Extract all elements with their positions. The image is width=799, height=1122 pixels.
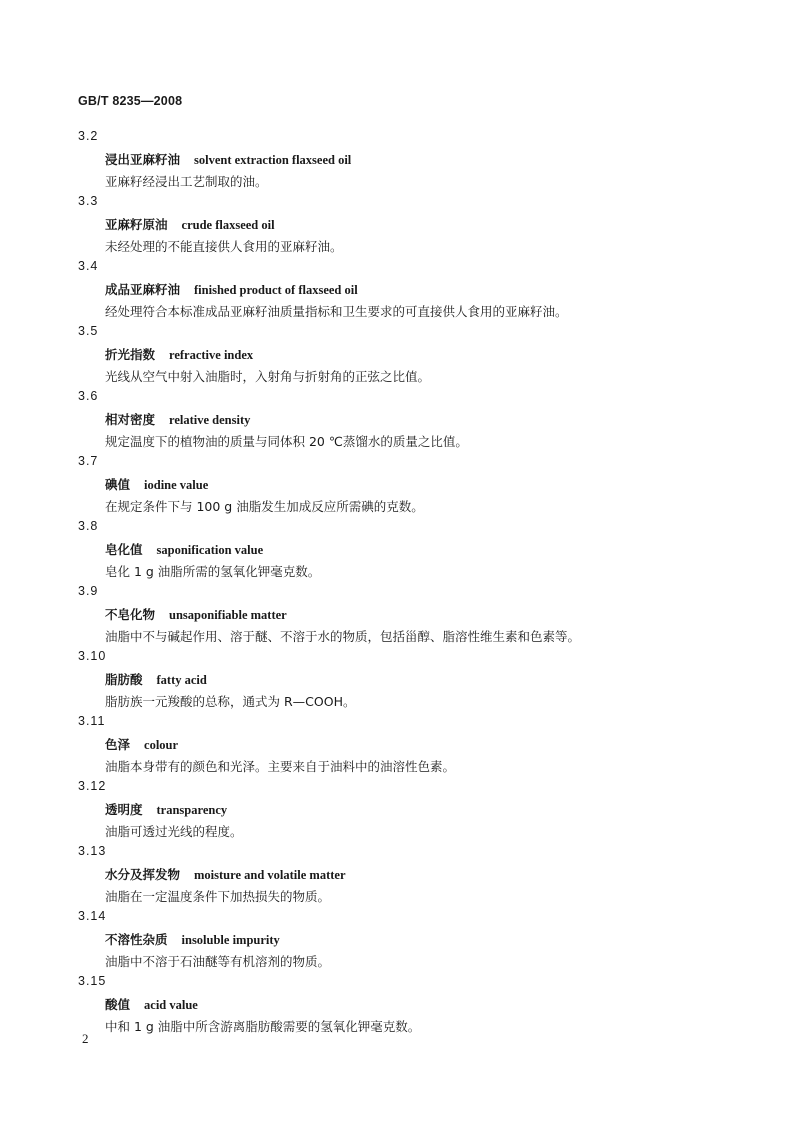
definition-text: 中和 1 g 油脂中所含游离脂肪酸需要的氢氧化钾毫克数。: [105, 1019, 421, 1034]
term: [105, 670, 207, 688]
definition-text: 油脂可透过光线的程度。: [105, 824, 243, 839]
term-chinese: 皂化值: [105, 542, 143, 557]
term-chinese: 相对密度: [105, 412, 156, 427]
term-english: moisture and volatile matter: [194, 868, 346, 882]
clause-number: 3.10: [78, 649, 107, 663]
standard-code: GB/T 8235—2008: [78, 94, 183, 108]
term-english: acid value: [144, 998, 198, 1012]
term-english: saponification value: [156, 543, 264, 557]
term: [105, 280, 358, 298]
page-number: 2: [82, 1031, 89, 1046]
term-english: insoluble impurity: [181, 933, 280, 947]
clause-number: 3.11: [78, 714, 106, 728]
definition-text: 油脂中不溶于石油醚等有机溶剂的物质。: [105, 954, 331, 969]
term-chinese: 不皂化物: [105, 607, 156, 622]
term-chinese: 碘值: [105, 477, 131, 492]
term: [105, 540, 263, 558]
term-chinese: 水分及挥发物: [105, 867, 181, 882]
term: [105, 150, 351, 168]
clause-number: 3.12: [78, 779, 107, 793]
term: [105, 475, 208, 493]
term-english: finished product of flaxseed oil: [194, 283, 358, 297]
clause-number: 3.9: [78, 584, 99, 598]
clause-number: 3.8: [78, 519, 99, 533]
term-chinese: 酸值: [105, 997, 131, 1012]
term: [105, 345, 253, 363]
term: [105, 930, 280, 948]
term-english: fatty acid: [156, 673, 207, 687]
term: [105, 215, 275, 233]
clause-number: 3.13: [78, 844, 107, 858]
definition-text: 在规定条件下与 100 g 油脂发生加成反应所需碘的克数。: [105, 499, 424, 514]
term: [105, 605, 287, 623]
definition-text: 光线从空气中射入油脂时，入射角与折射角的正弦之比值。: [105, 369, 431, 384]
definition-text: 亚麻籽经浸出工艺制取的油。: [105, 174, 268, 189]
definition-text: 油脂中不与碱起作用、溶于醚、不溶于水的物质，包括甾醇、脂溶性维生素和色素等。: [105, 629, 581, 644]
definition-text: 油脂本身带有的颜色和光泽。主要来自于油料中的油溶性色素。: [105, 759, 456, 774]
clause-number: 3.6: [78, 389, 99, 403]
clause-number: 3.2: [78, 129, 99, 143]
term-english: unsaponifiable matter: [169, 608, 287, 622]
term-english: iodine value: [144, 478, 209, 492]
term-chinese: 浸出亚麻籽油: [105, 152, 181, 167]
clause-number: 3.4: [78, 259, 99, 273]
clause-number: 3.15: [78, 974, 107, 988]
clause-number: 3.7: [78, 454, 99, 468]
term: [105, 800, 227, 818]
term-chinese: 透明度: [105, 802, 143, 817]
term-chinese: 脂肪酸: [105, 672, 143, 687]
definition-text: 油脂在一定温度条件下加热损失的物质。: [105, 889, 331, 904]
term-chinese: 亚麻籽原油: [105, 217, 168, 232]
term-english: colour: [144, 738, 179, 752]
clause-number: 3.14: [78, 909, 107, 923]
definition-text: 脂肪族一元羧酸的总称，通式为 R—COOH。: [105, 694, 356, 709]
term: [105, 410, 250, 428]
term-chinese: 成品亚麻籽油: [105, 282, 181, 297]
term-chinese: 折光指数: [105, 347, 156, 362]
term-english: solvent extraction flaxseed oil: [194, 153, 352, 167]
term: [105, 865, 346, 883]
definition-text: 经处理符合本标准成品亚麻籽油质量指标和卫生要求的可直接供人食用的亚麻籽油。: [105, 304, 568, 319]
term-english: crude flaxseed oil: [181, 218, 275, 232]
definition-text: 规定温度下的植物油的质量与同体积 20 ℃蒸馏水的质量之比值。: [105, 434, 468, 449]
term: [105, 995, 198, 1013]
term-english: relative density: [169, 413, 251, 427]
clause-number: 3.5: [78, 324, 99, 338]
term-english: transparency: [156, 803, 228, 817]
clause-number: 3.3: [78, 194, 99, 208]
definition-text: 皂化 1 g 油脂所需的氢氧化钾毫克数。: [105, 564, 321, 579]
definition-text: 未经处理的不能直接供人食用的亚麻籽油。: [105, 239, 343, 254]
term: [105, 735, 178, 753]
term-english: refractive index: [169, 348, 254, 362]
term-chinese: 不溶性杂质: [105, 932, 168, 947]
term-chinese: 色泽: [105, 737, 131, 752]
